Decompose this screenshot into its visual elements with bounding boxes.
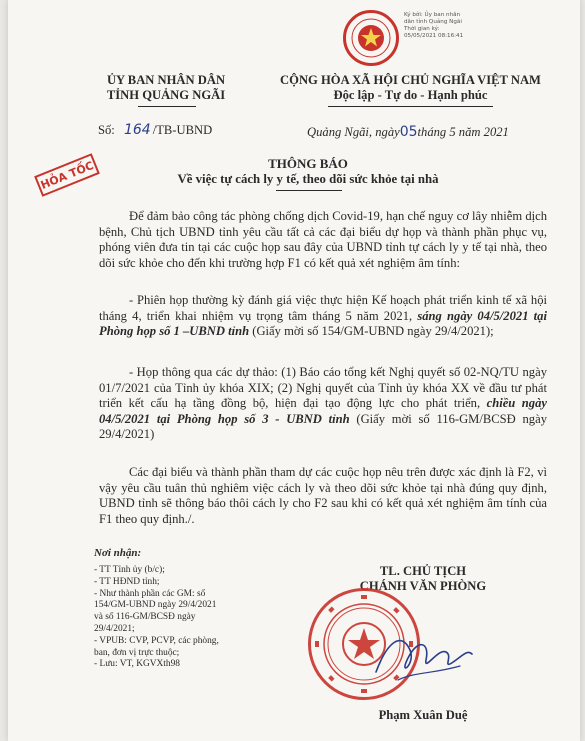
signer-title: TL. CHỦ TỊCH CHÁNH VĂN PHÒNG bbox=[359, 564, 487, 593]
recipient-item: 29/4/2021; bbox=[94, 623, 135, 634]
recipients-heading: Nơi nhận: bbox=[94, 547, 142, 559]
recipient-item: và số 116-GM/BCSĐ ngày bbox=[94, 612, 196, 623]
recipient-item: - VPUB: CVP, PCVP, các phòng, bbox=[94, 635, 219, 646]
closing-paragraph: Các đại biểu và thành phần tham dự các cuộc họp nêu trên được xác định là F2, vì vậy yêu cầu tuân thủ nghiêm việc cách ly và theo dõi sức khỏe tại nhà đúng quy định, UBND tỉnh sẽ thông báo thôi cách ly cho F2 sau khi có kết quả xét nghiệm âm tính của F1 theo quy định./. bbox=[99, 465, 547, 526]
issue-date: Quảng Ngãi, ngày05tháng 5 năm 2021 bbox=[307, 124, 509, 140]
recipient-item: - Lưu: VT, KGVXth98 bbox=[94, 659, 180, 670]
recipients-block bbox=[94, 545, 254, 671]
meeting-item-2: - Họp thông qua các dự thảo: (1) Báo cáo tổng kết Nghị quyết số 02-NQ/TU ngày 01/7/2021 của Tỉnh ủy khóa XIX; (2) Nghị quyết của Tỉnh ủy khóa XX về đầu tư phát triển kết cấu hạ tầng đồng bộ, hiện đại tạo động lực cho phát triển, chiều ngày 04/5/2021 tại Phòng họp số 3 - UBND tỉnh (Giấy mời số 116-GM/BCSĐ ngày 29/4/2021) bbox=[99, 365, 547, 442]
motto-underline bbox=[328, 106, 493, 107]
meeting-item-1: - Phiên họp thường kỳ đánh giá việc thực hiện Kế hoạch phát triển kinh tế xã hội tháng 4, triển khai nhiệm vụ trọng tâm tháng 5 năm 2021, sáng ngày 04/5/2021 tại Phòng họp số 1 –UBND tỉnh (Giấy mời số 154/GM-UBND ngày 29/4/2021); bbox=[99, 293, 547, 339]
org-underline bbox=[138, 106, 196, 107]
recipient-item: - Như thành phần các GM: số bbox=[94, 588, 206, 599]
national-heading: CỘNG HÒA XÃ HỘI CHỦ NGHĨA VIỆT NAM Độc lập - Tự do - Hạnh phúc bbox=[280, 73, 541, 102]
title-underline bbox=[276, 190, 342, 191]
urgent-stamp: HỎA TỐC bbox=[34, 153, 100, 197]
recipient-item: - TT Tỉnh ủy (b/c); bbox=[94, 565, 165, 575]
recipient-item: 154/GM-UBND ngày 29/4/2021 bbox=[94, 600, 217, 611]
recipient-item: - TT HĐND tỉnh; bbox=[94, 576, 160, 587]
handwritten-signature-icon bbox=[368, 620, 478, 690]
notice-subject: Về việc tự cách ly y tế, theo dõi sức khỏe tại nhà bbox=[177, 172, 439, 186]
notice-title: THÔNG BÁO bbox=[268, 156, 348, 171]
digital-signature-info: Ký bởi: Ủy ban nhân dân tỉnh Quảng Ngãi Thời gian ký: 05/05/2021 08:16:41 bbox=[404, 12, 464, 39]
handwritten-number: 164 bbox=[123, 122, 151, 138]
digital-seal-icon bbox=[343, 10, 399, 66]
issuing-organization: ỦY BAN NHÂN DÂN TỈNH QUẢNG NGÃI bbox=[106, 73, 226, 102]
intro-paragraph: Để đảm bảo công tác phòng chống dịch Covid-19, hạn chế nguy cơ lây nhiễm dịch bệnh, Chủ tịch UBND tỉnh yêu cầu tất cả các đại biểu dự họp và thành phần phục vụ, phóng viên đưa tin tại các cuộc họp sau đây của UBND tỉnh tự cách ly y tế tại nhà, theo dõi sức khỏe cho đến khi trường hợp F1 có kết quả xét nghiệm âm tính: bbox=[99, 209, 547, 270]
recipient-item: ban, đơn vị trực thuộc; bbox=[94, 647, 180, 658]
handwritten-day: 05 bbox=[399, 124, 418, 140]
signer-name: Phạm Xuân Duệ bbox=[378, 708, 468, 722]
document-page bbox=[8, 0, 580, 741]
document-number: Số: 164 /TB-UBND bbox=[98, 122, 213, 138]
